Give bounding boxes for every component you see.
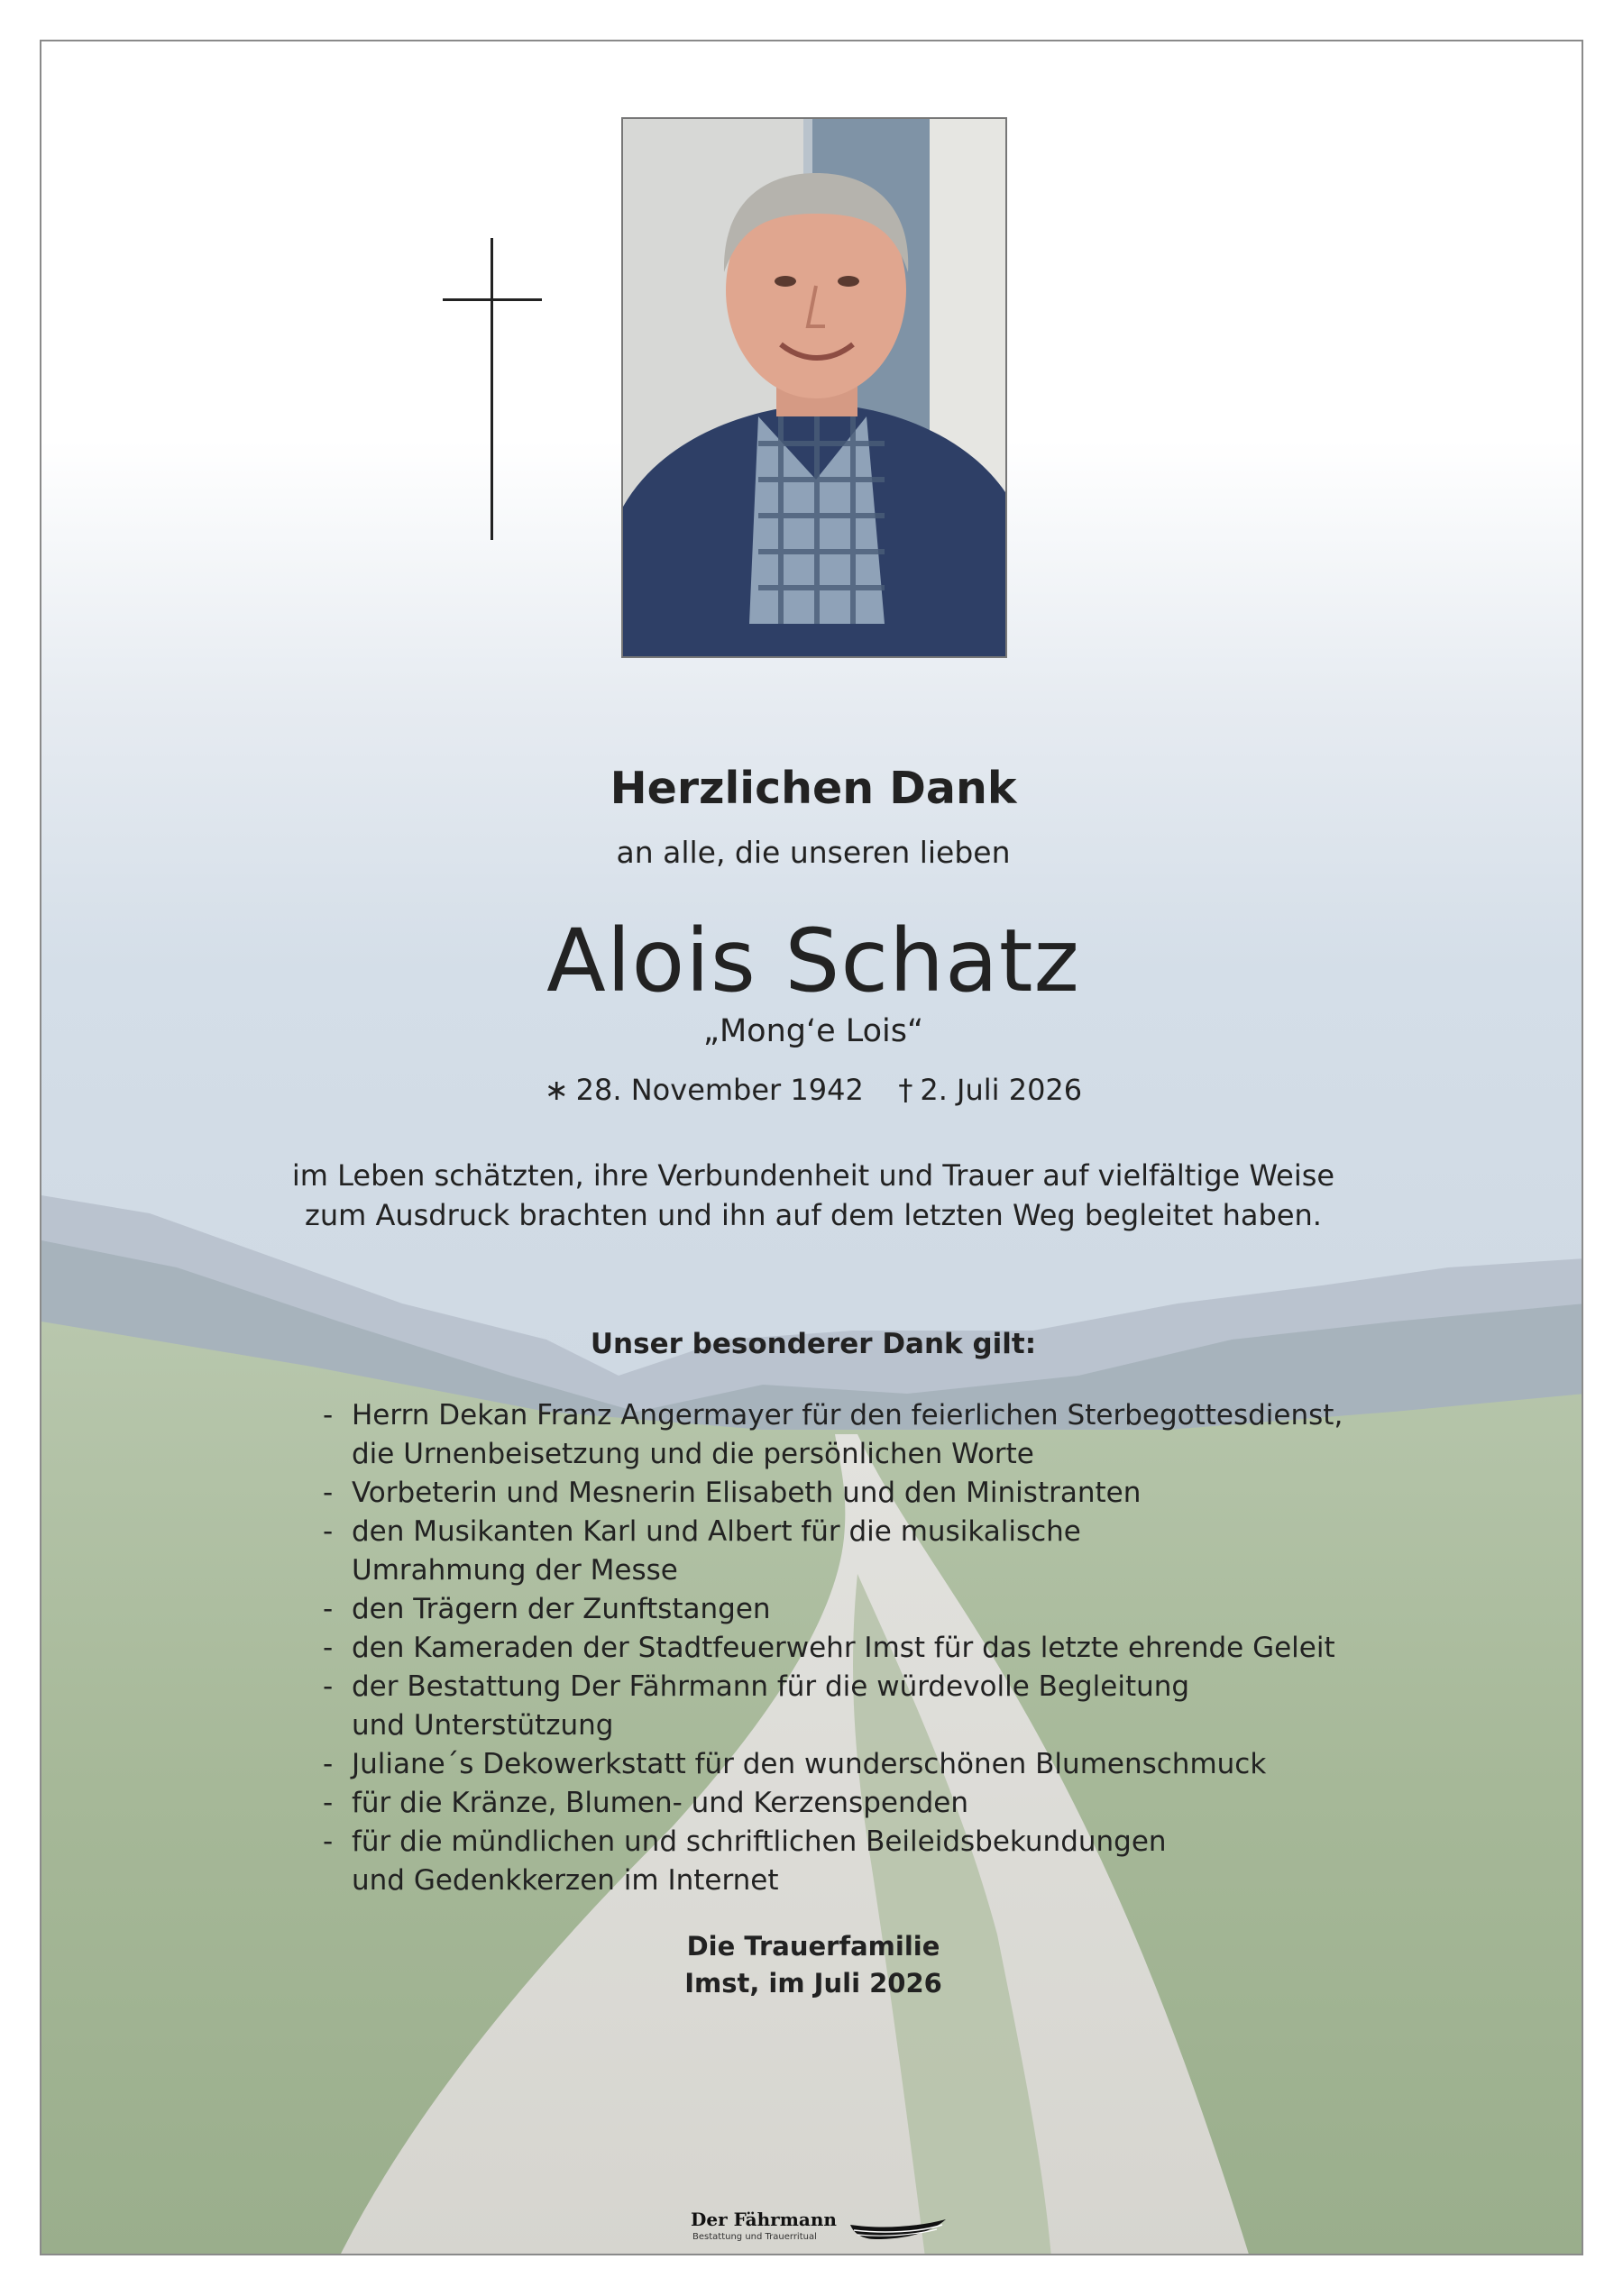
thanks-item: und Unterstützung <box>352 1709 614 1742</box>
birth-star-icon: ∗ <box>544 1073 569 1107</box>
obituary-card <box>40 40 1583 2255</box>
death-date: 2. Juli 2026 <box>920 1073 1083 1107</box>
death-cross-icon: † <box>898 1073 913 1107</box>
funeral-home-logo <box>691 2209 988 2248</box>
portrait-photo <box>621 117 1007 658</box>
heading: Herzlichen Dank <box>610 763 1017 814</box>
thanks-item: - Juliane´s Dekowerkstatt für den wunderschönen Blumenschmuck <box>323 1748 1267 1780</box>
signature-family: Die Trauerfamilie <box>686 1931 940 1962</box>
boat-icon <box>848 2212 948 2243</box>
signature-place-date: Imst, im Juli 2026 <box>684 1968 942 1999</box>
thanks-item: - den Kameraden der Stadtfeuerwehr Imst für das letzte ehrende Geleit <box>323 1632 1335 1664</box>
deceased-name: Alois Schatz <box>546 910 1080 1011</box>
thanks-item: - den Musikanten Karl und Albert für die musikalische <box>323 1515 1081 1548</box>
thanks-item: - den Trägern der Zunftstangen <box>323 1593 771 1625</box>
cross-icon <box>443 238 542 540</box>
thanks-item: - der Bestattung Der Fährmann für die würdevolle Begleitung <box>323 1670 1190 1703</box>
thanks-item: Umrahmung der Messe <box>352 1554 678 1587</box>
subheading: an alle, die unseren lieben <box>616 835 1011 870</box>
thanks-item: - für die Kränze, Blumen- und Kerzenspenden <box>323 1787 968 1819</box>
logo-tagline: Bestattung und Trauerritual <box>692 2232 817 2242</box>
nickname: „Mong‘e Lois“ <box>702 1013 924 1049</box>
thanks-item: und Gedenkkerzen im Internet <box>352 1864 779 1897</box>
thanks-heading: Unser besonderer Dank gilt: <box>590 1328 1037 1360</box>
thanks-list <box>323 1396 1405 1900</box>
logo-name: Der Fährmann <box>691 2209 837 2230</box>
thanks-item: die Urnenbeisetzung und die persönlichen Worte <box>352 1438 1034 1470</box>
life-dates <box>41 1073 1583 1107</box>
body-text <box>41 1156 1583 1235</box>
thanks-item: - Vorbeterin und Mesnerin Elisabeth und den Ministranten <box>323 1477 1142 1509</box>
thanks-item: - Herrn Dekan Franz Angermayer für den feierlichen Sterbegottesdienst, <box>323 1399 1343 1432</box>
birth-date: 28. November 1942 <box>575 1073 864 1107</box>
thanks-item: - für die mündlichen und schriftlichen Beileidsbekundungen <box>323 1825 1167 1858</box>
body-line: im Leben schätzten, ihre Verbundenheit und Trauer auf vielfältige Weise <box>291 1158 1335 1193</box>
body-line: zum Ausdruck brachten und ihn auf dem letzten Weg begleitet haben. <box>305 1198 1322 1232</box>
